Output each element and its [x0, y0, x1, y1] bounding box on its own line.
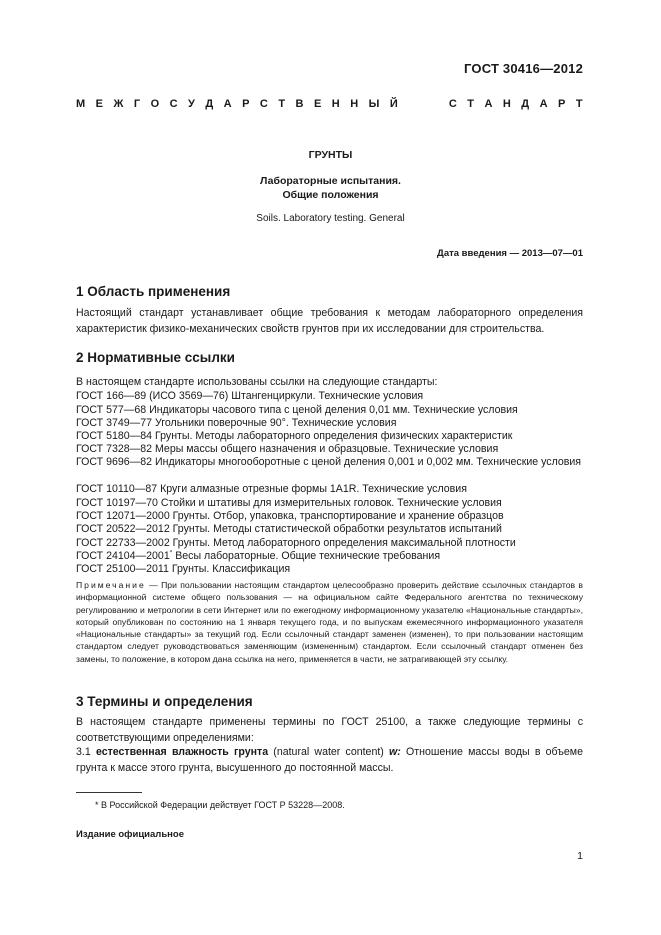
reference-item: ГОСТ 10197—70 Стойки и штативы для измерительных головок. Технические условия [76, 497, 502, 509]
reference-item: ГОСТ 7328—82 Меры массы общего назначения и образцовые. Технические условия [76, 443, 499, 455]
note-text: — При пользовании настоящим стандартом целесообразно проверить действие ссылочных стандартов в информационной системе общего пользования — на официальном сайте Федерального агентства по техническому регулированию и метрологии в сети Интернет или по ежегодному информационному указателю «Национальные стандарты», который опубликован по состоянию на 1 января текущего года, и по выпускам ежемесячного информационного указателя «Национальные стандарты» за текущий год. Если ссылочный стандарт заменен (изменен), то при пользовании настоящим стандартом следует руководствоваться заменяющим (измененным) стандартом. Если ссылочный стандарт отменен без замены, то положение, в котором дана ссылка на него, применяется в части, не затрагивающей эту ссылку. [76, 580, 584, 664]
banner-letter: У [188, 98, 195, 110]
standard-banner [76, 98, 583, 110]
footnote-divider [76, 792, 142, 793]
reference-item: ГОСТ 166—89 (ИСО 3569—76) Штангенциркули. Технические условия [76, 390, 424, 402]
reference-item: ГОСТ 22733—2002 Грунты. Метод лабораторного определения максимальной плотности [76, 537, 516, 549]
banner-letter: С [259, 98, 268, 110]
reference-item: ГОСТ 25100—2011 Грунты. Классификация [76, 563, 291, 575]
banner-letter: С [448, 98, 457, 110]
banner-letter: Н [502, 98, 511, 110]
banner-letter: С [169, 98, 178, 110]
banner-gap [435, 98, 438, 110]
page-number: 1 [577, 850, 583, 862]
section-3-heading: 3 Термины и определения [76, 694, 253, 709]
banner-letter: Г [133, 98, 141, 110]
banner-gap [422, 98, 425, 110]
reference-item: ГОСТ 577—68 Индикаторы часового типа с ценой деления 0,01 мм. Технические условия [76, 404, 518, 416]
term-name: естественная влажность грунта [95, 746, 269, 758]
reference-title: Весы лабораторные. Общие технические требования [175, 550, 441, 562]
banner-letter: В [295, 98, 304, 110]
banner-letter: А [539, 98, 548, 110]
official-edition-label: Издание официальное [76, 829, 184, 840]
reference-item: ГОСТ 12071—2000 Грунты. Отбор, упаковка, транспортирование и хранение образцов [76, 510, 504, 522]
term-number: 3.1 [76, 746, 91, 758]
section-3-intro: В настоящем стандарте применены термины по ГОСТ 25100, а также следующие термины с соответствующими определениями: [76, 716, 583, 744]
term-definition [76, 745, 583, 776]
introduction-date: Дата введения — 2013—07—01 [437, 248, 583, 259]
references-intro: В настоящем стандарте использованы ссылки на следующие стандарты: [76, 376, 438, 388]
banner-letter: Й [389, 98, 398, 110]
footnote-mark: * [169, 549, 173, 557]
section-1-paragraph: Настоящий стандарт устанавливает общие требования к методам лабораторного определения характеристик физико-механических свойств грунтов при их исследовании для строительства. [76, 307, 583, 335]
english-title: Soils. Laboratory testing. General [256, 213, 405, 224]
banner-gap [408, 98, 411, 110]
banner-letter: Ы [368, 98, 380, 110]
reference-item-with-footnote [76, 550, 583, 563]
banner-letter: Р [242, 98, 250, 110]
banner-letter: Е [313, 98, 322, 110]
document-subtitle-2: Общие положения [282, 189, 379, 201]
banner-letter: М [76, 98, 86, 110]
references-note [76, 579, 583, 665]
note-label: Примечание [76, 580, 146, 590]
banner-letter: Ж [113, 98, 124, 110]
banner-letter: О [150, 98, 160, 110]
banner-letter: Е [95, 98, 103, 110]
reference-item: ГОСТ 9696—82 Индикаторы многооборотные с ценой деления 0,001 и 0,002 мм. Технические условия [76, 456, 582, 468]
section-1-text [76, 306, 583, 337]
banner-letter: А [484, 98, 493, 110]
document-subtitle-1: Лабораторные испытания. [260, 175, 401, 187]
footnote: * В Российской Федерации действует ГОСТ Р 53228—2008. [95, 800, 345, 810]
term-symbol: w: [389, 746, 401, 758]
banner-letter: Д [205, 98, 214, 110]
banner-letter: А [223, 98, 232, 110]
document-id: ГОСТ 30416—2012 [464, 61, 583, 76]
reference-item: ГОСТ 5180—84 Грунты. Методы лабораторного определения физических характеристик [76, 430, 513, 442]
document-title: ГРУНТЫ [308, 149, 353, 161]
banner-letter: Н [331, 98, 340, 110]
term-english: (natural water content) [273, 746, 384, 758]
banner-letter: Р [558, 98, 566, 110]
banner-letter: Т [278, 98, 286, 110]
banner-letter: Н [350, 98, 359, 110]
reference-item: ГОСТ 10110—87 Круги алмазные отрезные формы 1А1R. Технические условия [76, 483, 467, 495]
section-1-heading: 1 Область применения [76, 284, 231, 299]
section-2-heading: 2 Нормативные ссылки [76, 350, 235, 365]
reference-item: ГОСТ 20522—2012 Грунты. Методы статистической обработки результатов испытаний [76, 523, 502, 535]
banner-letter: Д [521, 98, 530, 110]
reference-code: ГОСТ 24104—2001 [76, 550, 170, 562]
reference-item: ГОСТ 3749—77 Угольники поверочные 90°. Технические условия [76, 417, 397, 429]
term-definition-text: Отношение массы воды в объеме грунта к массе этого грунта, высушенного до постоянной массы. [76, 746, 583, 774]
banner-letter: Т [575, 98, 583, 110]
banner-letter: Т [467, 98, 474, 110]
